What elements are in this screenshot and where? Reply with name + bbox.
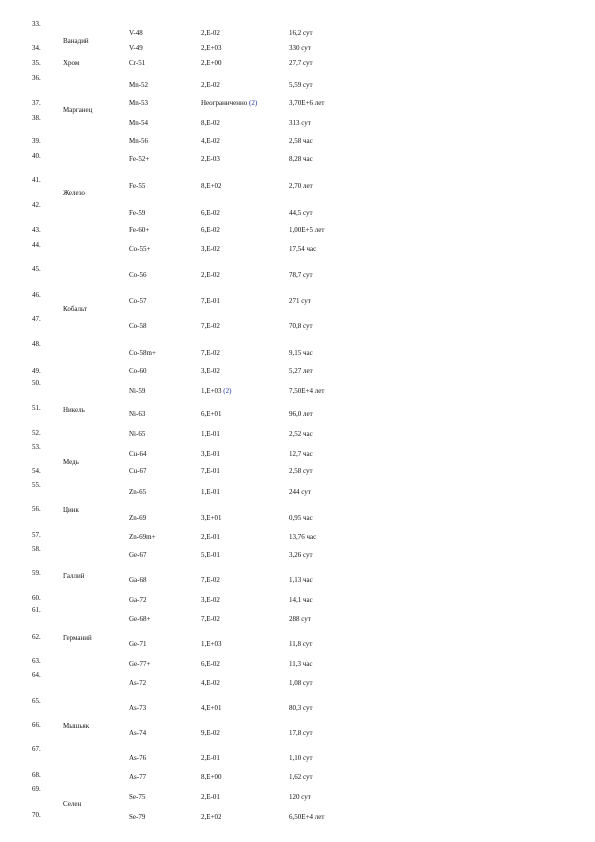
isotope-cell: Ni-59 [129, 387, 146, 395]
isotope-cell: Cu-64 [129, 450, 147, 458]
isotope-cell: Fe-60+ [129, 226, 150, 234]
row-number: 58. [32, 545, 41, 553]
isotope-cell: Fe-59 [129, 209, 146, 217]
row-number: 48. [32, 340, 41, 348]
activity-cell [201, 640, 221, 649]
element-name: Мышьяк [63, 722, 90, 730]
row-number: 56. [32, 505, 41, 513]
activity-cell [201, 44, 221, 53]
element-name: Кобальт [63, 305, 88, 313]
activity-cell [201, 754, 220, 763]
row-number: 63. [32, 657, 41, 665]
isotope-cell: Zn-65 [129, 488, 147, 496]
activity-cell [201, 813, 221, 822]
halflife-cell: 2,52 час [289, 430, 313, 438]
isotope-cell: Co-57 [129, 297, 147, 305]
isotope-cell: As-73 [129, 704, 147, 712]
element-name: Медь [63, 458, 79, 466]
row-number: 35. [32, 59, 41, 67]
activity-value: 8,E-02 [201, 119, 220, 127]
activity-cell [201, 155, 220, 164]
element-name: Ванадий [63, 37, 89, 45]
footnote-link[interactable]: (2) [223, 387, 232, 395]
halflife-cell: 27,7 сут [289, 59, 313, 67]
activity-cell [201, 576, 220, 585]
halflife-cell: 96,0 лет [289, 410, 313, 418]
activity-cell [201, 773, 221, 782]
halflife-cell: 7,50E+4 лет [289, 387, 325, 395]
row-number: 62. [32, 633, 41, 641]
activity-value: 1,E+03 [201, 640, 222, 648]
row-number: 47. [32, 315, 41, 323]
row-number: 41. [32, 176, 41, 184]
row-number: 54. [32, 467, 41, 475]
row-number: 37. [32, 99, 41, 107]
halflife-cell: 70,8 сут [289, 322, 313, 330]
row-number: 33. [32, 20, 41, 28]
isotope-cell: Ge-67 [129, 551, 147, 559]
activity-value: 4,E+01 [201, 704, 222, 712]
isotope-cell: Ga-72 [129, 596, 147, 604]
isotope-cell: Ge-77+ [129, 660, 151, 668]
row-number: 55. [32, 481, 41, 489]
isotope-cell: Cu-67 [129, 467, 147, 475]
row-number: 53. [32, 443, 41, 451]
row-number: 39. [32, 137, 41, 145]
activity-cell [201, 596, 220, 605]
element-name: Железо [63, 189, 85, 197]
activity-value: 8,E+00 [201, 773, 222, 781]
activity-cell [201, 182, 221, 191]
row-number: 64. [32, 671, 41, 679]
activity-value: 6,E+01 [201, 410, 222, 418]
activity-value: 3,E-02 [201, 245, 220, 253]
halflife-cell: 11,8 сут [289, 640, 313, 648]
halflife-cell: 16,2 сут [289, 29, 313, 37]
activity-value: 6,E-02 [201, 226, 220, 234]
halflife-cell: 2,70 лет [289, 182, 313, 190]
element-name: Германий [63, 634, 92, 642]
row-number: 50. [32, 379, 41, 387]
isotope-cell: Ge-68+ [129, 615, 151, 623]
element-name: Цинк [63, 506, 79, 514]
row-number: 34. [32, 44, 41, 52]
row-number: 40. [32, 152, 41, 160]
halflife-cell: 288 сут [289, 615, 311, 623]
isotope-cell: Se-75 [129, 793, 146, 801]
isotope-cell: V-49 [129, 44, 143, 52]
halflife-cell: 3,70E+6 лет [289, 99, 325, 107]
activity-cell [201, 467, 220, 476]
activity-cell [201, 704, 221, 713]
activity-value: 2,E+00 [201, 59, 222, 67]
row-number: 44. [32, 241, 41, 249]
isotope-cell: As-72 [129, 679, 147, 687]
row-number: 61. [32, 606, 41, 614]
activity-value: 7,E-02 [201, 615, 220, 623]
halflife-cell: 13,76 час [289, 533, 317, 541]
row-number: 65. [32, 697, 41, 705]
row-number: 67. [32, 745, 41, 753]
halflife-cell: 12,7 час [289, 450, 313, 458]
activity-value: 4,E-02 [201, 137, 220, 145]
activity-value: 3,E-02 [201, 596, 220, 604]
halflife-cell: 0,95 час [289, 514, 313, 522]
element-name: Селен [63, 800, 82, 808]
row-number: 52. [32, 429, 41, 437]
activity-cell [201, 271, 220, 280]
activity-value: 2,E-02 [201, 29, 220, 37]
activity-cell [201, 29, 220, 38]
activity-cell [201, 514, 221, 523]
halflife-cell: 2,58 час [289, 137, 313, 145]
activity-value: 7,E-01 [201, 467, 220, 475]
row-number: 59. [32, 569, 41, 577]
activity-cell [201, 410, 221, 419]
activity-value: 1,E-01 [201, 430, 220, 438]
activity-cell [201, 322, 220, 331]
activity-value: 1,E-01 [201, 488, 220, 496]
activity-cell [201, 450, 220, 459]
halflife-cell: 313 сут [289, 119, 311, 127]
halflife-cell: 1,10 сут [289, 754, 313, 762]
row-number: 43. [32, 226, 41, 234]
footnote-link[interactable]: (2) [249, 99, 258, 107]
activity-cell [201, 119, 220, 128]
activity-value: 2,E-02 [201, 81, 220, 89]
activity-cell [201, 729, 220, 738]
activity-cell [201, 679, 220, 688]
activity-value: 2,E-02 [201, 271, 220, 279]
row-number: 42. [32, 201, 41, 209]
isotope-cell: Fe-52+ [129, 155, 150, 163]
activity-cell [201, 793, 220, 802]
activity-cell [201, 349, 220, 358]
activity-value: 7,E-02 [201, 322, 220, 330]
isotope-cell: V-48 [129, 29, 143, 37]
row-number: 36. [32, 74, 41, 82]
halflife-cell: 6,50E+4 лет [289, 813, 325, 821]
row-number: 69. [32, 785, 41, 793]
halflife-cell: 330 сут [289, 44, 311, 52]
activity-value: Неограниченно [201, 99, 248, 107]
isotope-cell: Zn-69m+ [129, 533, 156, 541]
activity-cell [201, 81, 220, 90]
row-number: 45. [32, 265, 41, 273]
activity-cell [201, 533, 220, 542]
activity-value: 2,E-03 [201, 155, 220, 163]
activity-value: 3,E+01 [201, 514, 222, 522]
halflife-cell: 1,08 сут [289, 679, 313, 687]
activity-value: 4,E-02 [201, 679, 220, 687]
halflife-cell: 17,54 час [289, 245, 317, 253]
isotope-cell: Ni-63 [129, 410, 146, 418]
activity-cell [201, 209, 220, 218]
isotope-cell: As-74 [129, 729, 147, 737]
halflife-cell: 1,13 час [289, 576, 313, 584]
halflife-cell: 244 сут [289, 488, 311, 496]
isotope-cell: Cr-51 [129, 59, 146, 67]
row-number: 70. [32, 811, 41, 819]
isotope-cell: Ni-65 [129, 430, 146, 438]
halflife-cell: 1,62 сут [289, 773, 313, 781]
activity-cell [201, 367, 220, 376]
isotope-cell: Co-60 [129, 367, 147, 375]
halflife-cell: 14,1 час [289, 596, 313, 604]
isotope-cell: Mn-52 [129, 81, 149, 89]
halflife-cell: 9,15 час [289, 349, 313, 357]
activity-value: 8,E+02 [201, 182, 222, 190]
isotope-cell: Zn-69 [129, 514, 147, 522]
activity-value: 7,E-02 [201, 349, 220, 357]
activity-value: 5,E-01 [201, 551, 220, 559]
halflife-cell: 5,59 сут [289, 81, 313, 89]
halflife-cell: 1,00E+5 лет [289, 226, 325, 234]
row-number: 66. [32, 721, 41, 729]
isotope-cell: As-77 [129, 773, 147, 781]
activity-value: 6,E-02 [201, 209, 220, 217]
row-number: 57. [32, 531, 41, 539]
activity-value: 2,E+03 [201, 44, 222, 52]
activity-cell [201, 488, 220, 497]
isotope-cell: Co-58m+ [129, 349, 156, 357]
activity-value: 7,E-02 [201, 576, 220, 584]
isotope-cell: As-76 [129, 754, 147, 762]
halflife-cell: 44,5 сут [289, 209, 313, 217]
element-name: Галлий [63, 572, 85, 580]
activity-value: 2,E+02 [201, 813, 222, 821]
halflife-cell: 17,8 сут [289, 729, 313, 737]
isotope-cell: Co-58 [129, 322, 147, 330]
activity-value: 7,E-01 [201, 297, 220, 305]
row-number: 49. [32, 367, 41, 375]
isotope-cell: Mn-54 [129, 119, 149, 127]
activity-value: 2,E-01 [201, 793, 220, 801]
isotope-cell: Co-55+ [129, 245, 151, 253]
halflife-cell: 3,26 сут [289, 551, 313, 559]
isotope-cell: Ge-71 [129, 640, 147, 648]
activity-cell [201, 615, 220, 624]
activity-cell [201, 137, 220, 146]
activity-cell [201, 660, 220, 669]
isotope-cell: Mn-53 [129, 99, 149, 107]
isotope-cell: Se-79 [129, 813, 146, 821]
halflife-cell: 2,58 сут [289, 467, 313, 475]
activity-cell [201, 59, 221, 68]
activity-cell [201, 551, 220, 560]
activity-value: 3,E-02 [201, 367, 220, 375]
activity-value: 9,E-02 [201, 729, 220, 737]
halflife-cell: 80,3 сут [289, 704, 313, 712]
row-number: 46. [32, 291, 41, 299]
halflife-cell: 11,3 час [289, 660, 313, 668]
row-number: 38. [32, 114, 41, 122]
activity-cell [201, 430, 220, 439]
isotope-cell: Ga-68 [129, 576, 147, 584]
row-number: 60. [32, 594, 41, 602]
activity-value: 2,E-01 [201, 533, 220, 541]
element-name: Никель [63, 406, 85, 414]
activity-value: 1,E+03 [201, 387, 222, 395]
activity-cell [201, 99, 257, 108]
activity-cell [201, 387, 231, 396]
halflife-cell: 8,28 час [289, 155, 313, 163]
halflife-cell: 78,7 сут [289, 271, 313, 279]
isotope-cell: Co-56 [129, 271, 147, 279]
halflife-cell: 120 сут [289, 793, 311, 801]
activity-cell [201, 226, 220, 235]
activity-cell [201, 297, 220, 306]
halflife-cell: 271 сут [289, 297, 311, 305]
row-number: 68. [32, 771, 41, 779]
element-name: Хром [63, 59, 80, 67]
activity-value: 6,E-02 [201, 660, 220, 668]
element-name: Марганец [63, 106, 93, 114]
isotope-cell: Mn-56 [129, 137, 149, 145]
halflife-cell: 5,27 лет [289, 367, 313, 375]
isotope-cell: Fe-55 [129, 182, 146, 190]
activity-cell [201, 245, 220, 254]
activity-value: 2,E-01 [201, 754, 220, 762]
activity-value: 3,E-01 [201, 450, 220, 458]
row-number: 51. [32, 404, 41, 412]
